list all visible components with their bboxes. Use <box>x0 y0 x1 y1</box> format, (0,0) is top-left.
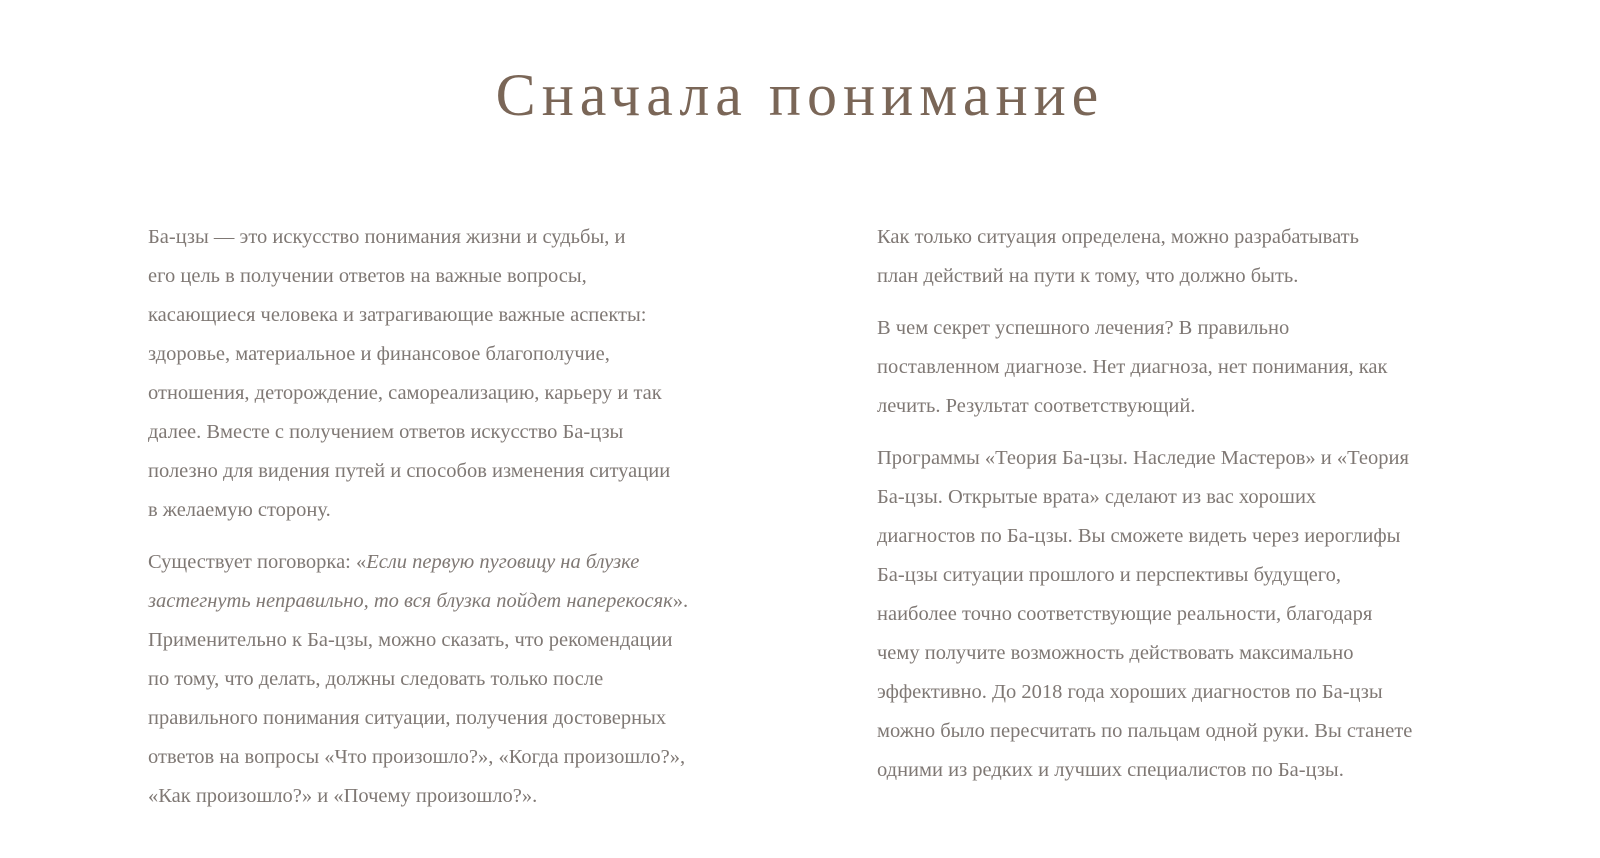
left-paragraph-2 <box>148 543 788 816</box>
right-paragraph-3 <box>877 439 1517 790</box>
text-line: его цель в получении ответов на важные вопросы, <box>148 265 587 287</box>
text-line: ответов на вопросы «Что произошло?», «Когда произошло?», <box>148 746 686 768</box>
text-line: эффективно. До 2018 года хороших диагностов по Ба-цзы <box>877 681 1383 703</box>
text-line: наиболее точно соответствующие реальности, благодаря <box>877 603 1373 625</box>
text-line: Ба-цзы — это искусство понимания жизни и судьбы, и <box>148 226 626 248</box>
text-line: Ба-цзы. Открытые врата» сделают из вас хороших <box>877 486 1317 508</box>
text-line: план действий на пути к тому, что должно быть. <box>877 265 1299 287</box>
text-line: Как только ситуация определена, можно разрабатывать <box>877 226 1359 248</box>
right-paragraph-1 <box>877 218 1517 296</box>
text-line: диагностов по Ба-цзы. Вы сможете видеть через иероглифы <box>877 525 1401 547</box>
text-line: в желаемую сторону. <box>148 499 331 521</box>
proverb-intro: Существует поговорка: « <box>148 551 367 573</box>
text-line: поставленном диагнозе. Нет диагноза, нет понимания, как <box>877 356 1388 378</box>
text-line: «Как произошло?» и «Почему произошло?». <box>148 785 538 807</box>
proverb-quote-part-2: застегнуть неправильно, то вся блузка пойдет наперекосяк <box>148 590 673 612</box>
text-line: лечить. Результат соответствующий. <box>877 395 1196 417</box>
right-paragraph-2 <box>877 309 1517 426</box>
text-line: Программы «Теория Ба-цзы. Наследие Мастеров» и «Теория <box>877 447 1409 469</box>
text-line: Применительно к Ба-цзы, можно сказать, что рекомендации <box>148 629 673 651</box>
text-line: Ба-цзы ситуации прошлого и перспективы будущего, <box>877 564 1342 586</box>
text-line: отношения, деторождение, самореализацию, карьеру и так <box>148 382 662 404</box>
text-line <box>148 582 788 621</box>
page-title: Сначала понимание <box>495 62 1105 128</box>
text-line: полезно для видения путей и способов изменения ситуации <box>148 460 671 482</box>
text-line: В чем секрет успешного лечения? В правильно <box>877 317 1290 339</box>
proverb-close: ». <box>672 590 689 612</box>
text-line: можно было пересчитать по пальцам одной руки. Вы станете <box>877 720 1413 742</box>
text-line: чему получите возможность действовать максимально <box>877 642 1354 664</box>
left-column <box>148 218 788 829</box>
text-line <box>148 543 788 582</box>
text-line: по тому, что делать, должны следовать только после <box>148 668 604 690</box>
left-paragraph-1 <box>148 218 788 530</box>
text-line: здоровье, материальное и финансовое благополучие, <box>148 343 610 365</box>
text-line: касающиеся человека и затрагивающие важные аспекты: <box>148 304 647 326</box>
text-line: правильного понимания ситуации, получения достоверных <box>148 707 667 729</box>
right-column <box>877 218 1517 803</box>
proverb-quote-part-1: Если первую пуговицу на блузке <box>366 551 640 573</box>
text-line: одними из редких и лучших специалистов по Ба-цзы. <box>877 759 1344 781</box>
text-line: далее. Вместе с получением ответов искусство Ба-цзы <box>148 421 624 443</box>
